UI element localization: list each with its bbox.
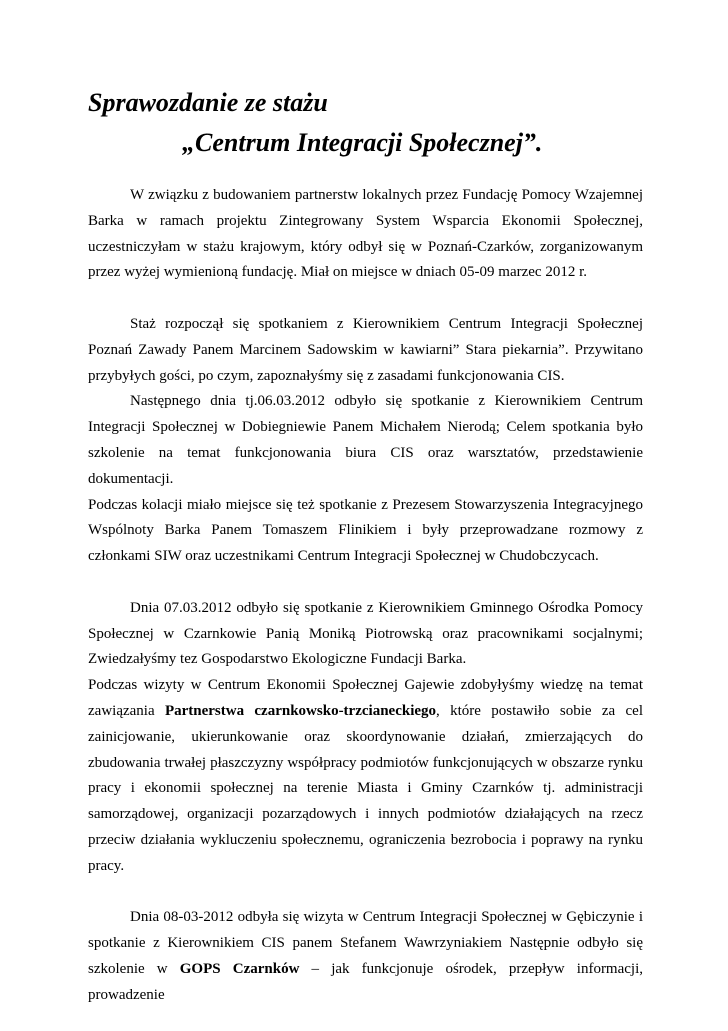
paragraph-dinner: Podczas kolacji miało miejsce się też spotkanie z Prezesem Stowarzyszenia Integracyjnego Wspólnoty Barka Panem Tomaszem Flinikiem i były przeprowadzane rozmowy z członkami SIW oraz uczestnikami Centrum Integracji Społecznej w Chudobczycach. — [88, 496, 643, 565]
partnership-text-post: , które postawiło sobie za cel zainicjowanie, ukierunkowanie oraz skoordynowanie działań, zmierzających do zbudowania trwałej płaszczyzny współpracy podmiotów funkcjonujących w obszarze rynku pracy i ekonomii społecznej na terenie Miasta i Gminy Czarnków tj. administracji samorządowej, organizacji pozarządowych i innych podmiotów działających na rzecz przeciw działania wykluczeniu społecznemu, ograniczenia bezrobocia i poprawy na rynku pracy. — [88, 702, 643, 874]
paragraph-gap — [88, 286, 643, 312]
paragraph-gap — [88, 570, 643, 596]
paragraph-gap — [88, 880, 643, 906]
partnership-name: Partnerstwa czarnkowsko-trzcianeckiego — [164, 702, 437, 719]
paragraph-day-4 — [88, 905, 643, 1008]
document-body — [88, 183, 643, 1009]
paragraph-start: Staż rozpoczął się spotkaniem z Kierownikiem Centrum Integracji Społecznej Poznań Zawady Panem Marcinem Sadowskim w kawiarni” Stara piekarnia”. Przywitano przybyłych gości, po czym, zapoznałyśmy się z zasadami funkcjonowania CIS. — [88, 315, 643, 384]
title-line-2: „Centrum Integracji Społecznej”. — [182, 128, 543, 157]
partnership-text-pre: Podczas wizyty w Centrum Ekonomii Społecznej Gajewie zdobyłyśmy wiedzę na temat zawiązania — [88, 677, 643, 719]
day-4-text-post: – jak funkcjonuje ośrodek, przepływ informacji, prowadzenie — [88, 960, 644, 1003]
gops-name: GOPS Czarnków — [179, 960, 300, 977]
paragraph-partnership — [88, 673, 643, 879]
document-title — [88, 83, 542, 163]
day-4-text-pre: Dnia 08-03-2012 odbyła się wizyta w Centrum Integracji Społecznej w Gębiczynie i spotkanie z Kierownikiem CIS panem Stefanem Wawrzyniakiem Następnie odbyło się szkolenie w — [88, 909, 643, 977]
paragraph-day-3: Dnia 07.03.2012 odbyło się spotkanie z Kierownikiem Gminnego Ośrodka Pomocy Społecznej w Czarnkowie Panią Moniką Piotrowską oraz pracownikami socjalnymi; Zwiedzałyśmy tez Gospodarstwo Ekologiczne Fundacji Barka. — [88, 599, 643, 668]
paragraph-day-2: Następnego dnia tj.06.03.2012 odbyło się spotkanie z Kierownikiem Centrum Integracji Społecznej w Dobiegniewie Panem Michałem Nierodą; Celem spotkania było szkolenie na temat funkcjonowania biura CIS oraz warsztatów, przedstawienie dokumentacji. — [88, 393, 643, 487]
paragraph-intro: W związku z budowaniem partnerstw lokalnych przez Fundację Pomocy Wzajemnej Barka w ramach projektu Zintegrowany System Wsparcia Ekonomii Społecznej, uczestniczyłam w stażu krajowym, który odbył się w Poznań-Czarków, zorganizowanym przez wyżej wymienioną fundację. Miał on miejsce w dniach 05-09 marzec 2012 r. — [88, 187, 643, 281]
title-line-1: Sprawozdanie ze stażu — [88, 88, 328, 117]
